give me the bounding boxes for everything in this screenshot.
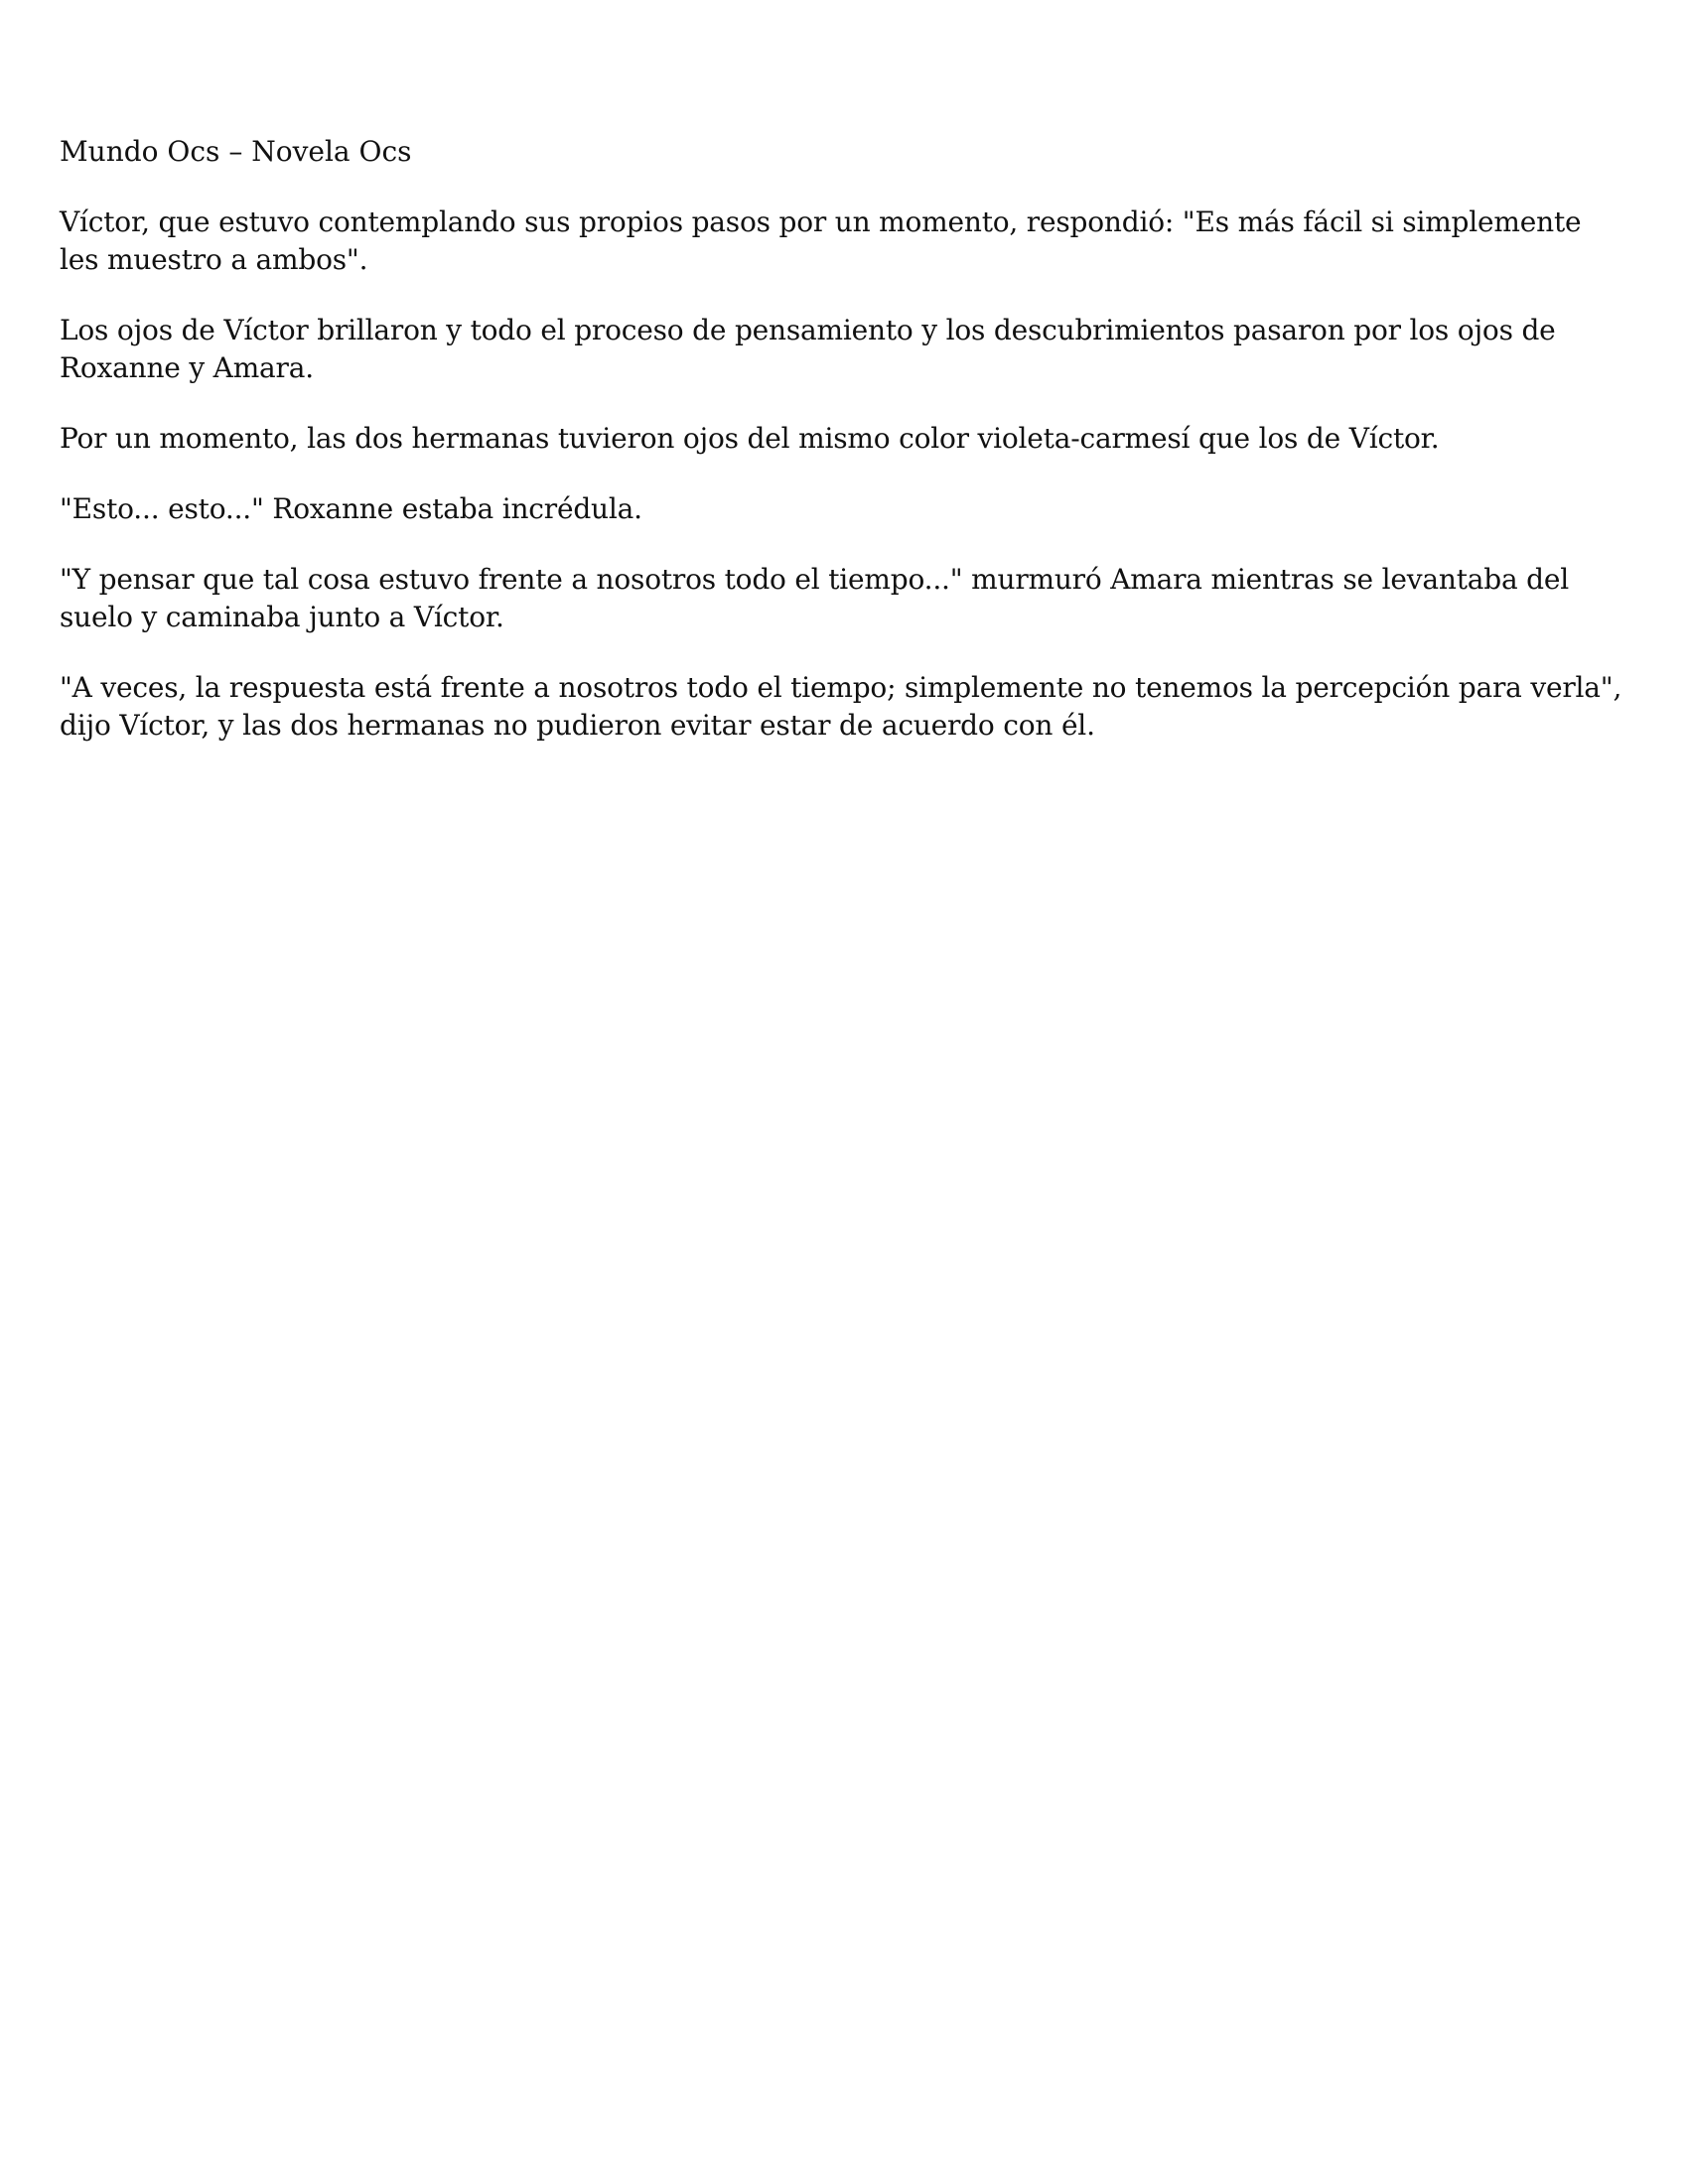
paragraph: "Esto... esto..." Roxanne estaba incrédula. [60,492,642,525]
page-header: Mundo Ocs – Novela Ocs [60,135,412,168]
paragraph: Víctor, que estuvo contemplando sus propios pasos por un momento, respondió: "Es más fácil si simplemente les muestro a ambos". [60,205,1582,276]
paragraph: "A veces, la respuesta está frente a nosotros todo el tiempo; simplemente no tenemos la percepción para verla", dijo Víctor, y las dos hermanas no pudieron evitar estar de acuerdo con él. [60,671,1622,742]
paragraph: Por un momento, las dos hermanas tuvieron ojos del mismo color violeta-carmesí que los de Víctor. [60,422,1440,455]
paragraph: "Y pensar que tal cosa estuvo frente a nosotros todo el tiempo..." murmuró Amara mientras se levantaba del suelo y caminaba junto a Víctor. [60,563,1570,633]
paragraph: Los ojos de Víctor brillaron y todo el proceso de pensamiento y los descubrimientos pasaron por los ojos de Roxanne y Amara. [60,314,1556,384]
